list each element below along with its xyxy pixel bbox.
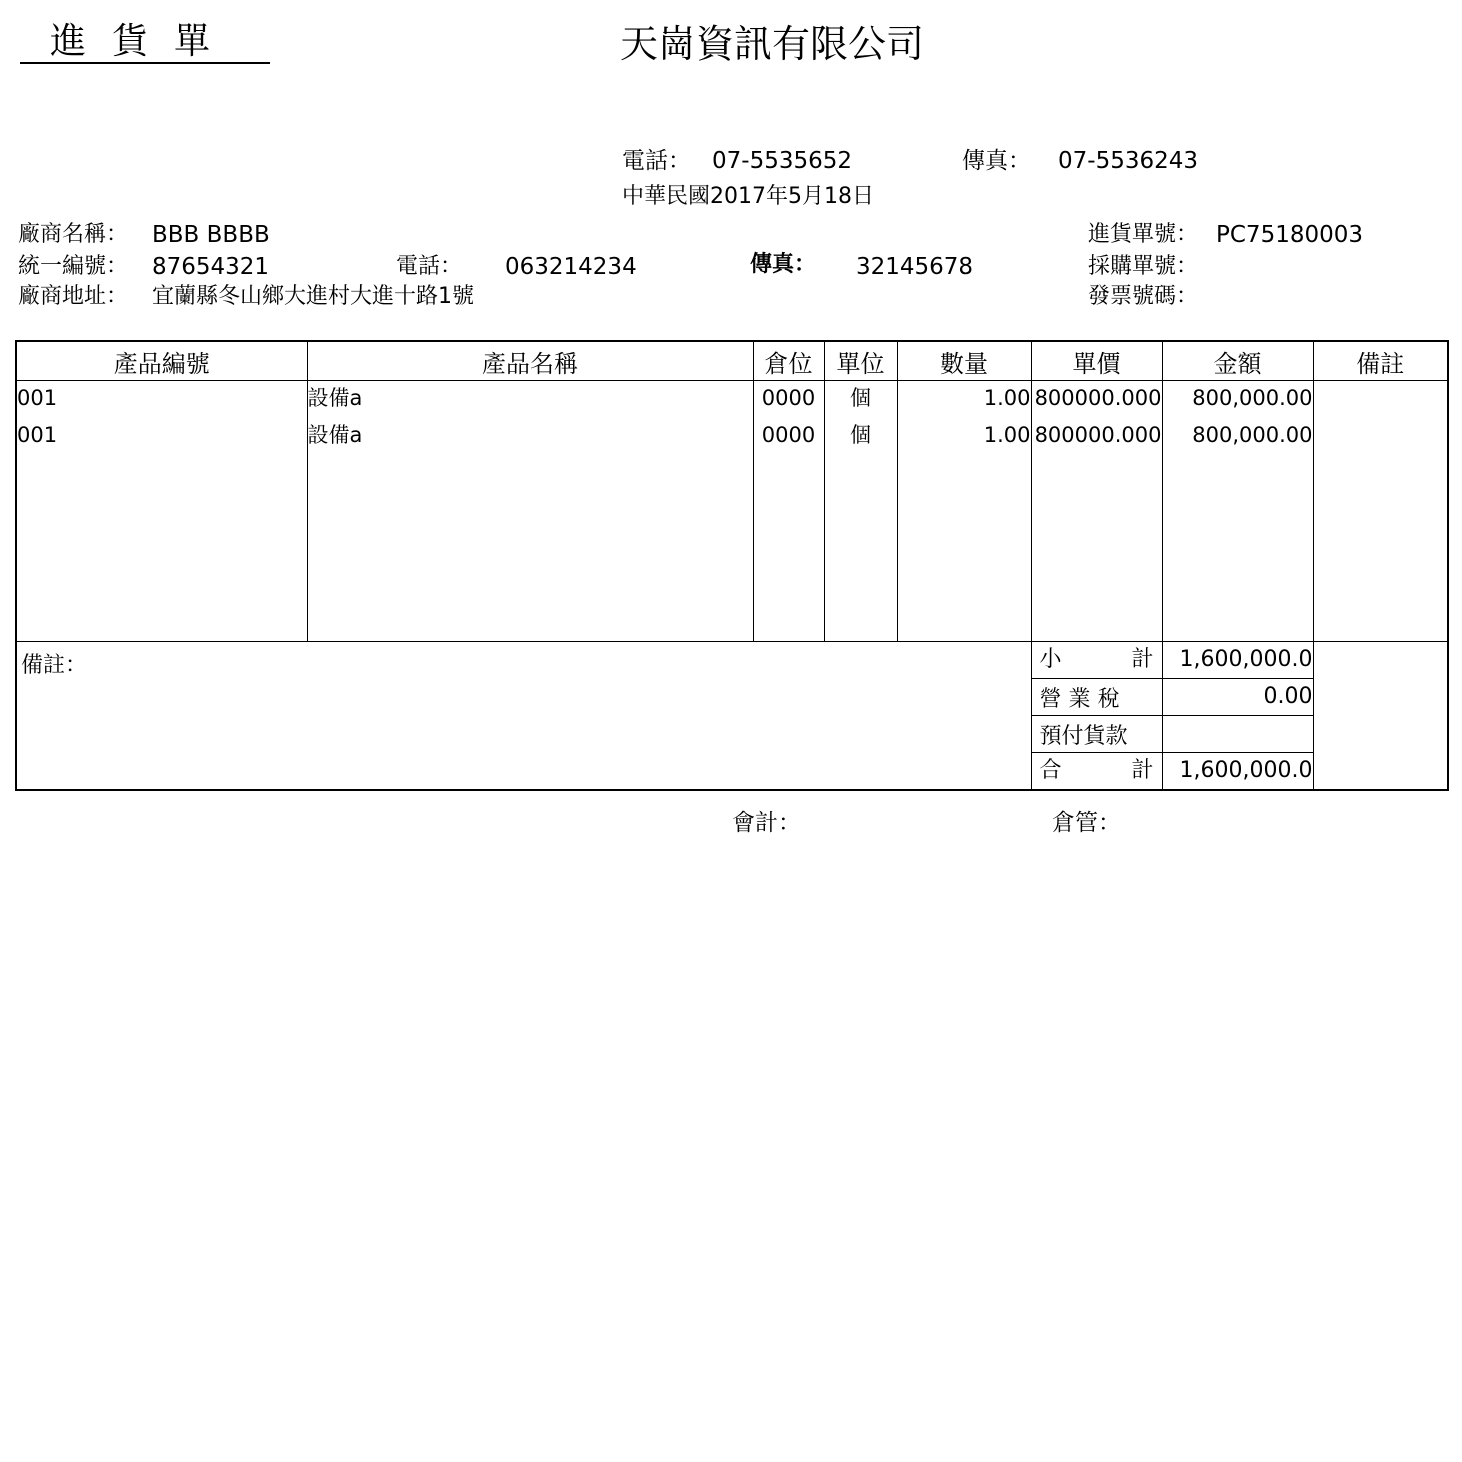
table-cell: 0000: [761, 423, 816, 447]
subtotal-label-b: 計: [1131, 647, 1154, 672]
invoice-no-label: 發票號碼：: [1088, 284, 1199, 309]
col-header-location: 倉位: [753, 341, 824, 381]
col-header-price: 單價: [1031, 341, 1162, 381]
total-label-b: 計: [1131, 758, 1154, 783]
receipt-no: PC75180003: [1216, 222, 1363, 248]
subtotal-row: [16, 642, 1448, 679]
unit-column: [824, 381, 897, 642]
table-cell: [1314, 381, 1448, 418]
amount-column: [1162, 381, 1313, 642]
remarks-cell: [16, 642, 1031, 791]
table-cell: 800000.000: [1034, 423, 1162, 447]
vendor-fax: 32145678: [856, 254, 974, 280]
vendor-name: BBB BBBB: [152, 222, 270, 248]
table-cell: [1314, 418, 1448, 455]
table-cell: 001: [17, 423, 58, 447]
table-header-row: [16, 341, 1448, 381]
vendor-address: 宜蘭縣冬山鄉大進村大進十路1號: [152, 284, 474, 309]
summary-note-cell: [1313, 642, 1448, 791]
qty-column: [897, 381, 1031, 642]
table-cell: 個: [850, 423, 871, 447]
total-label-a: 合: [1039, 758, 1062, 783]
tax-value: 0.00: [1162, 679, 1313, 716]
table-cell: 001: [17, 386, 58, 410]
company-fax-label: 傳真：: [962, 148, 1031, 174]
company-phone: 07-5535652: [712, 148, 852, 174]
table-cell: 0000: [761, 386, 816, 410]
company-name: 天崗資訊有限公司: [620, 22, 925, 66]
col-header-amount: 金額: [1162, 341, 1313, 381]
company-phone-label: 電話：: [622, 148, 691, 174]
receipt-no-label: 進貨單號：: [1088, 222, 1199, 247]
table-cell: 1.00: [983, 423, 1031, 447]
code-column: [16, 381, 307, 642]
subtotal-value: 1,600,000.0: [1162, 642, 1313, 679]
purchase-no-label: 採購單號：: [1088, 254, 1199, 279]
vendor-address-label: 廠商地址：: [18, 284, 129, 309]
col-header-qty: 數量: [897, 341, 1031, 381]
total-label-cell: [1031, 753, 1162, 791]
tax-label: 營 業 稅: [1031, 679, 1162, 716]
remarks-label: 備註：: [21, 653, 88, 678]
col-header-note: 備註: [1313, 341, 1448, 381]
table-body-row: [16, 381, 1448, 642]
table-cell: 個: [850, 386, 871, 410]
col-header-unit: 單位: [824, 341, 897, 381]
col-header-code: 產品編號: [16, 341, 307, 381]
document-title: 進貨單: [20, 22, 270, 64]
name-column: [307, 381, 753, 642]
prepaid-label: 預付貨款: [1031, 716, 1162, 753]
vendor-tax-id-label: 統一編號：: [18, 254, 129, 279]
vendor-name-label: 廠商名稱：: [18, 222, 129, 247]
table-cell: 800000.000: [1034, 386, 1162, 410]
prepaid-value: [1162, 716, 1313, 753]
warehouse-signature-label: 倉管：: [1052, 810, 1121, 836]
col-header-name: 產品名稱: [307, 341, 753, 381]
total-value: 1,600,000.0: [1162, 753, 1313, 791]
document-date: 中華民國2017年5月18日: [622, 184, 874, 209]
table-cell: 設備a: [307, 423, 363, 447]
vendor-phone-label: 電話：: [396, 254, 463, 279]
note-column: [1313, 381, 1448, 642]
table-cell: 1.00: [983, 386, 1031, 410]
vendor-fax-label: 傳真：: [750, 252, 817, 277]
subtotal-label-cell: [1031, 642, 1162, 679]
vendor-phone: 063214234: [505, 254, 637, 280]
table-cell: 800,000.00: [1192, 386, 1313, 410]
table-cell: 設備a: [307, 386, 363, 410]
price-column: [1031, 381, 1162, 642]
subtotal-label-a: 小: [1039, 647, 1062, 672]
accounting-signature-label: 會計：: [732, 810, 801, 836]
items-table: [15, 340, 1449, 791]
vendor-tax-id: 87654321: [152, 254, 270, 280]
location-column: [753, 381, 824, 642]
company-fax: 07-5536243: [1058, 148, 1198, 174]
table-cell: 800,000.00: [1192, 423, 1313, 447]
